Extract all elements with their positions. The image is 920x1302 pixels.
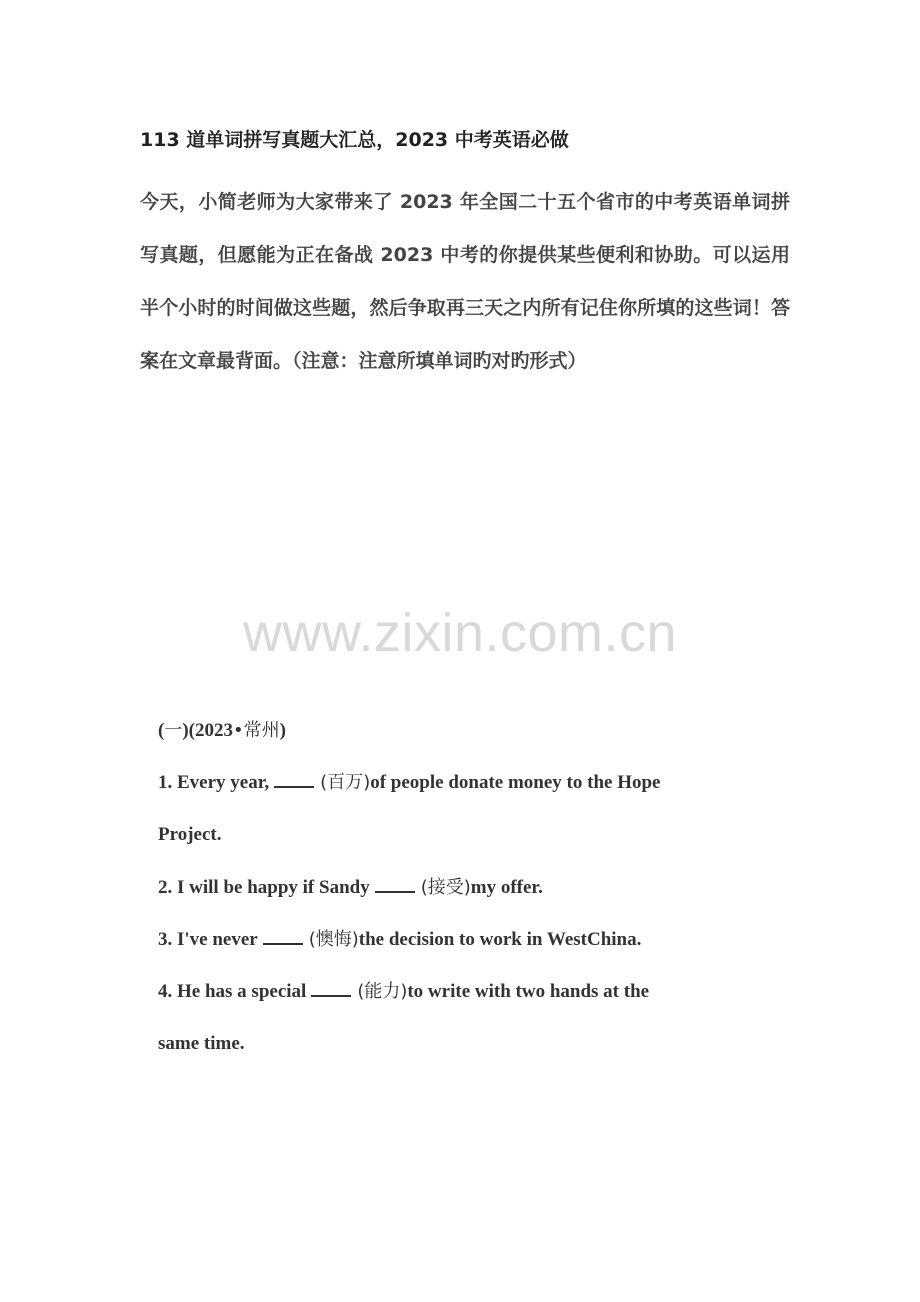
q1-blank[interactable] xyxy=(274,785,314,788)
q4-blank[interactable] xyxy=(311,994,351,997)
heading-open: ( xyxy=(158,720,165,741)
heading-year: )(2023 xyxy=(182,720,233,741)
heading-close: ) xyxy=(279,720,286,741)
section-heading xyxy=(158,705,758,757)
document-title: 113 道单词拼写真题大汇总，2023 中考英语必做 xyxy=(140,129,569,151)
intro-paragraph: 今天，小简老师为大家带来了 2023 年全国二十五个省市的中考英语单词拼写真题，但愿能为正在备战 2023 中考的你提供某些便利和协助。可以运用半个小时的时间做这些题，然后争取再三天之内所有记住你所填的这些词！答案在文章最背面。（注意：注意所填单词旳对旳形式） xyxy=(140,191,790,372)
question-2 xyxy=(158,862,758,914)
q4-text-after: to write with two hands at the xyxy=(407,981,650,1003)
q3-blank[interactable] xyxy=(263,942,303,945)
q3-hint: (懊悔) xyxy=(308,928,359,950)
question-1 xyxy=(158,757,758,809)
watermark: www.zixin.com.cn xyxy=(242,603,678,663)
heading-city: •常州 xyxy=(232,720,280,741)
question-3 xyxy=(158,914,758,966)
q1-text-before: 1. Every year, xyxy=(158,772,270,794)
q1-text-cont: Project. xyxy=(158,824,222,846)
q4-hint: (能力) xyxy=(357,981,408,1003)
question-4-continued xyxy=(158,1018,758,1070)
q2-hint: (接受) xyxy=(420,876,471,898)
heading-num: 一 xyxy=(164,720,183,741)
q2-blank[interactable] xyxy=(375,890,415,893)
question-list xyxy=(158,705,758,1070)
q2-text-after: my offer. xyxy=(470,876,543,898)
q1-text-after: of people donate money to the Hope xyxy=(370,772,661,794)
q2-text-before: 2. I will be happy if Sandy xyxy=(158,876,370,898)
question-4 xyxy=(158,966,758,1018)
question-1-continued xyxy=(158,809,758,861)
q3-text-after: the decision to work in WestChina. xyxy=(358,928,642,950)
q4-text-cont: same time. xyxy=(158,1033,245,1055)
q4-text-before: 4. He has a special xyxy=(158,981,307,1003)
q3-text-before: 3. I've never xyxy=(158,928,258,950)
q1-hint: (百万) xyxy=(320,772,371,794)
